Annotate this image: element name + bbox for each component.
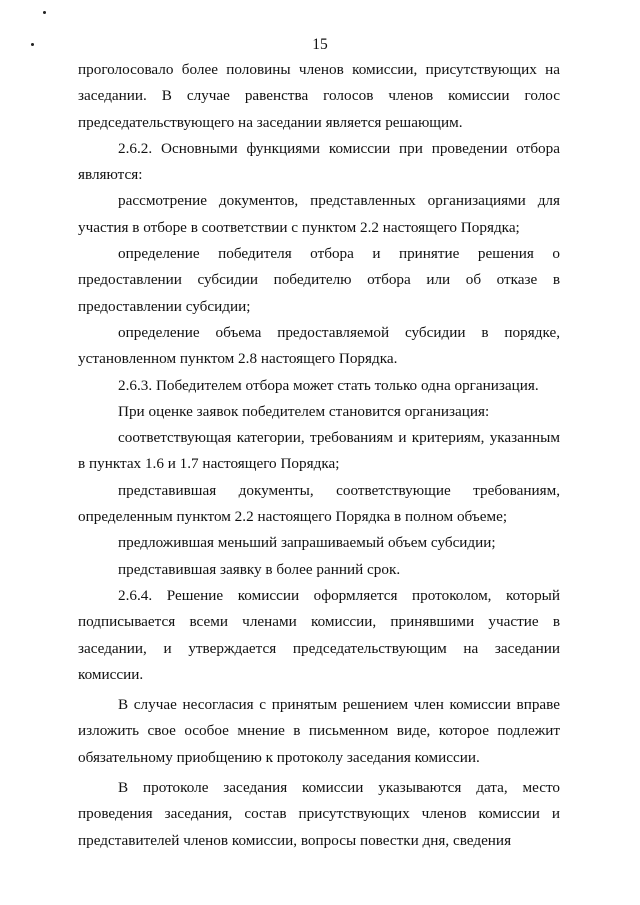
list-item-document-review: рассмотрение документов, представленных организациями для участия в отборе в соответствии с пунктом 2.2 настоящего Порядка; bbox=[78, 192, 560, 236]
list-item-criteria: соответствующая категории, требованиям и критериям, указанным в пунктах 1.6 и 1.7 настоящего Порядка; bbox=[78, 429, 560, 473]
list-item-smaller-amount: предложившая меньший запрашиваемый объем субсидии; bbox=[118, 534, 496, 552]
list-item-subsidy-amount: определение объема предоставляемой субсидии в порядке, установленном пунктом 2.8 настоящего Порядка. bbox=[78, 323, 560, 368]
paragraph-evaluation-intro: При оценке заявок победителем становится организация: bbox=[118, 402, 490, 420]
paragraph-protocol-contents: В протоколе заседания комиссии указываются дата, место проведения заседания, состав присутствующих членов комиссии и представителей членов комиссии, вопросы повестки дня, сведения bbox=[78, 779, 560, 849]
list-item-documents: представившая документы, соответствующие требованиям, определенным пунктом 2.2 настоящего Порядка в полном объеме; bbox=[78, 481, 560, 526]
list-item-earlier-date: представившая заявку в более ранний срок. bbox=[118, 560, 401, 578]
paragraph-2-6-3: 2.6.3. Победителем отбора может стать только одна организация. bbox=[118, 376, 539, 394]
paragraph-voting-continuation: проголосовало более половины членов комиссии, присутствующих на заседании. В случае равенства голосов членов комиссии голос председательствующего на заседании является решающим. bbox=[78, 61, 560, 131]
document-body bbox=[78, 57, 560, 854]
scan-speck bbox=[43, 11, 46, 14]
paragraph-dissent: В случае несогласия с принятым решением член комиссии вправе изложить свое особое мнение в письменном виде, которое подлежит обязательному приобщению к протоколу заседания комиссии. bbox=[78, 696, 560, 766]
list-item-winner-determination: определение победителя отбора и принятие решения о предоставлении субсидии победителю отбора или об отказе в предоставлении субсидии; bbox=[78, 245, 560, 315]
page-number: 15 bbox=[312, 36, 328, 53]
paragraph-2-6-2: 2.6.2. Основными функциями комиссии при проведении отбора являются: bbox=[78, 139, 560, 184]
paragraph-2-6-4: 2.6.4. Решение комиссии оформляется протоколом, который подписывается всеми членами комиссии, принявшими участие в заседании, и утверждается председательствующим на заседании комиссии. bbox=[78, 586, 560, 683]
